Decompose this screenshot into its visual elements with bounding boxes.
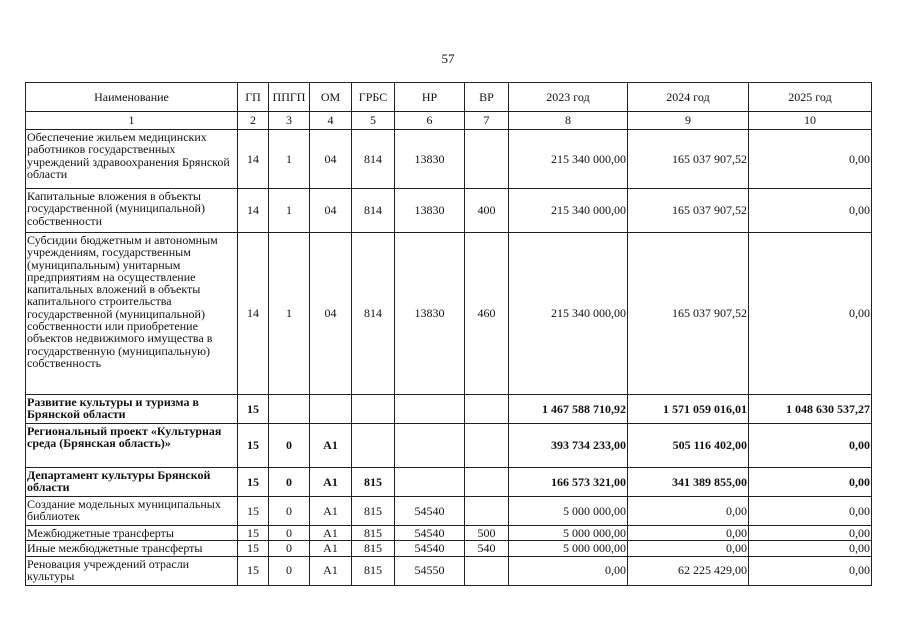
amount-2025-cell: 0,00	[749, 468, 872, 497]
table-row	[26, 497, 872, 526]
om-cell: 04	[310, 189, 352, 233]
vr-cell: 460	[465, 233, 509, 395]
amount-2023-cell: 0,00	[509, 556, 628, 585]
vr-cell: 400	[465, 189, 509, 233]
ppgp-cell: 1	[269, 130, 310, 189]
column-index: 2	[238, 112, 269, 130]
table-row	[26, 526, 872, 541]
grbs-cell: 815	[352, 526, 395, 541]
column-index: 7	[465, 112, 509, 130]
vr-cell	[465, 497, 509, 526]
nr-cell: 54540	[395, 497, 465, 526]
nr-cell	[395, 424, 465, 468]
table-body	[26, 112, 872, 586]
nr-cell	[395, 395, 465, 424]
nr-cell: 13830	[395, 130, 465, 189]
om-cell: А1	[310, 468, 352, 497]
amount-2025-cell: 1 048 630 537,27	[749, 395, 872, 424]
amount-2023-cell: 393 734 233,00	[509, 424, 628, 468]
row-name-cell: Обеспечение жильем медицинских работников государственных учреждений здравоохранения Брянской области	[26, 130, 238, 189]
header-cell-ppgp: ППГП	[269, 83, 310, 112]
amount-2024-cell: 341 389 855,00	[628, 468, 749, 497]
om-cell: А1	[310, 556, 352, 585]
ppgp-cell: 0	[269, 497, 310, 526]
grbs-cell: 814	[352, 233, 395, 395]
ppgp-cell: 0	[269, 424, 310, 468]
amount-2023-cell: 215 340 000,00	[509, 130, 628, 189]
amount-2025-cell: 0,00	[749, 526, 872, 541]
grbs-cell: 815	[352, 497, 395, 526]
gp-cell: 14	[238, 233, 269, 395]
amount-2024-cell: 165 037 907,52	[628, 189, 749, 233]
header-cell-nr: НР	[395, 83, 465, 112]
column-index: 9	[628, 112, 749, 130]
header-cell-om: ОМ	[310, 83, 352, 112]
table-row	[26, 130, 872, 189]
row-name-cell: Департамент культуры Брянской области	[26, 468, 238, 497]
table-row	[26, 233, 872, 395]
grbs-cell: 814	[352, 189, 395, 233]
table-row	[26, 468, 872, 497]
vr-cell: 500	[465, 526, 509, 541]
table-row	[26, 395, 872, 424]
nr-cell: 54540	[395, 526, 465, 541]
amount-2024-cell: 1 571 059 016,01	[628, 395, 749, 424]
header-cell-2025: 2025 год	[749, 83, 872, 112]
column-index: 5	[352, 112, 395, 130]
gp-cell: 15	[238, 395, 269, 424]
header-cell-vr: ВР	[465, 83, 509, 112]
om-cell: А1	[310, 526, 352, 541]
column-index: 6	[395, 112, 465, 130]
gp-cell: 15	[238, 468, 269, 497]
ppgp-cell: 1	[269, 233, 310, 395]
header-cell-2023: 2023 год	[509, 83, 628, 112]
row-name-cell: Реновация учреждений отрасли культуры	[26, 556, 238, 585]
gp-cell: 15	[238, 556, 269, 585]
vr-cell	[465, 468, 509, 497]
header-cell-grbs: ГРБС	[352, 83, 395, 112]
amount-2025-cell: 0,00	[749, 130, 872, 189]
vr-cell	[465, 424, 509, 468]
om-cell: А1	[310, 424, 352, 468]
nr-cell: 13830	[395, 233, 465, 395]
amount-2025-cell: 0,00	[749, 189, 872, 233]
amount-2024-cell: 0,00	[628, 526, 749, 541]
amount-2023-cell: 1 467 588 710,92	[509, 395, 628, 424]
table-row	[26, 189, 872, 233]
table-row	[26, 424, 872, 468]
table-row	[26, 556, 872, 585]
row-name-cell: Создание модельных муниципальных библиотек	[26, 497, 238, 526]
gp-cell: 14	[238, 130, 269, 189]
amount-2024-cell: 62 225 429,00	[628, 556, 749, 585]
header-cell-name: Наименование	[26, 83, 238, 112]
grbs-cell	[352, 424, 395, 468]
amount-2023-cell: 215 340 000,00	[509, 233, 628, 395]
header-cell-gp: ГП	[238, 83, 269, 112]
ppgp-cell: 0	[269, 526, 310, 541]
table-header	[26, 83, 872, 112]
amount-2025-cell: 0,00	[749, 497, 872, 526]
row-name-cell: Развитие культуры и туризма в Брянской области	[26, 395, 238, 424]
amount-2023-cell: 5 000 000,00	[509, 541, 628, 556]
column-index: 3	[269, 112, 310, 130]
grbs-cell: 815	[352, 468, 395, 497]
header-cell-2024: 2024 год	[628, 83, 749, 112]
amount-2023-cell: 215 340 000,00	[509, 189, 628, 233]
row-name-cell: Иные межбюджетные трансферты	[26, 541, 238, 556]
table-row	[26, 541, 872, 556]
row-name-cell: Региональный проект «Культурная среда (Брянская область)»	[26, 424, 238, 468]
vr-cell	[465, 130, 509, 189]
vr-cell	[465, 395, 509, 424]
ppgp-cell	[269, 395, 310, 424]
amount-2024-cell: 0,00	[628, 497, 749, 526]
amount-2023-cell: 5 000 000,00	[509, 526, 628, 541]
nr-cell: 54550	[395, 556, 465, 585]
grbs-cell: 815	[352, 556, 395, 585]
amount-2025-cell: 0,00	[749, 541, 872, 556]
om-cell: 04	[310, 130, 352, 189]
row-name-cell: Капитальные вложения в объекты государственной (муниципальной) собственности	[26, 189, 238, 233]
om-cell: А1	[310, 497, 352, 526]
ppgp-cell: 0	[269, 468, 310, 497]
gp-cell: 15	[238, 526, 269, 541]
gp-cell: 15	[238, 424, 269, 468]
column-index: 10	[749, 112, 872, 130]
gp-cell: 15	[238, 541, 269, 556]
grbs-cell: 815	[352, 541, 395, 556]
nr-cell	[395, 468, 465, 497]
header-row	[26, 83, 872, 112]
amount-2024-cell: 505 116 402,00	[628, 424, 749, 468]
column-index: 4	[310, 112, 352, 130]
column-index: 1	[26, 112, 238, 130]
nr-cell: 13830	[395, 189, 465, 233]
amount-2025-cell: 0,00	[749, 556, 872, 585]
amount-2024-cell: 0,00	[628, 541, 749, 556]
grbs-cell: 814	[352, 130, 395, 189]
ppgp-cell: 1	[269, 189, 310, 233]
amount-2024-cell: 165 037 907,52	[628, 130, 749, 189]
ppgp-cell: 0	[269, 541, 310, 556]
amount-2024-cell: 165 037 907,52	[628, 233, 749, 395]
gp-cell: 15	[238, 497, 269, 526]
nr-cell: 54540	[395, 541, 465, 556]
row-name-cell: Субсидии бюджетным и автономным учреждениям, государственным (муниципальным) унитарным предприятиям на осуществление капитальных вложений в объекты капитального строительства государственной (муниципальной) собственности или приобретение объектов недвижимого имущества в государственную (муниципальную) собственность	[26, 233, 238, 395]
vr-cell: 540	[465, 541, 509, 556]
amount-2023-cell: 166 573 321,00	[509, 468, 628, 497]
amount-2023-cell: 5 000 000,00	[509, 497, 628, 526]
amount-2025-cell: 0,00	[749, 233, 872, 395]
column-index-row	[26, 112, 872, 130]
amount-2025-cell: 0,00	[749, 424, 872, 468]
ppgp-cell: 0	[269, 556, 310, 585]
column-index: 8	[509, 112, 628, 130]
row-name-cell: Межбюджетные трансферты	[26, 526, 238, 541]
om-cell: 04	[310, 233, 352, 395]
grbs-cell	[352, 395, 395, 424]
budget-table	[25, 82, 872, 586]
om-cell: А1	[310, 541, 352, 556]
vr-cell	[465, 556, 509, 585]
om-cell	[310, 395, 352, 424]
gp-cell: 14	[238, 189, 269, 233]
page-number: 57	[441, 51, 455, 66]
